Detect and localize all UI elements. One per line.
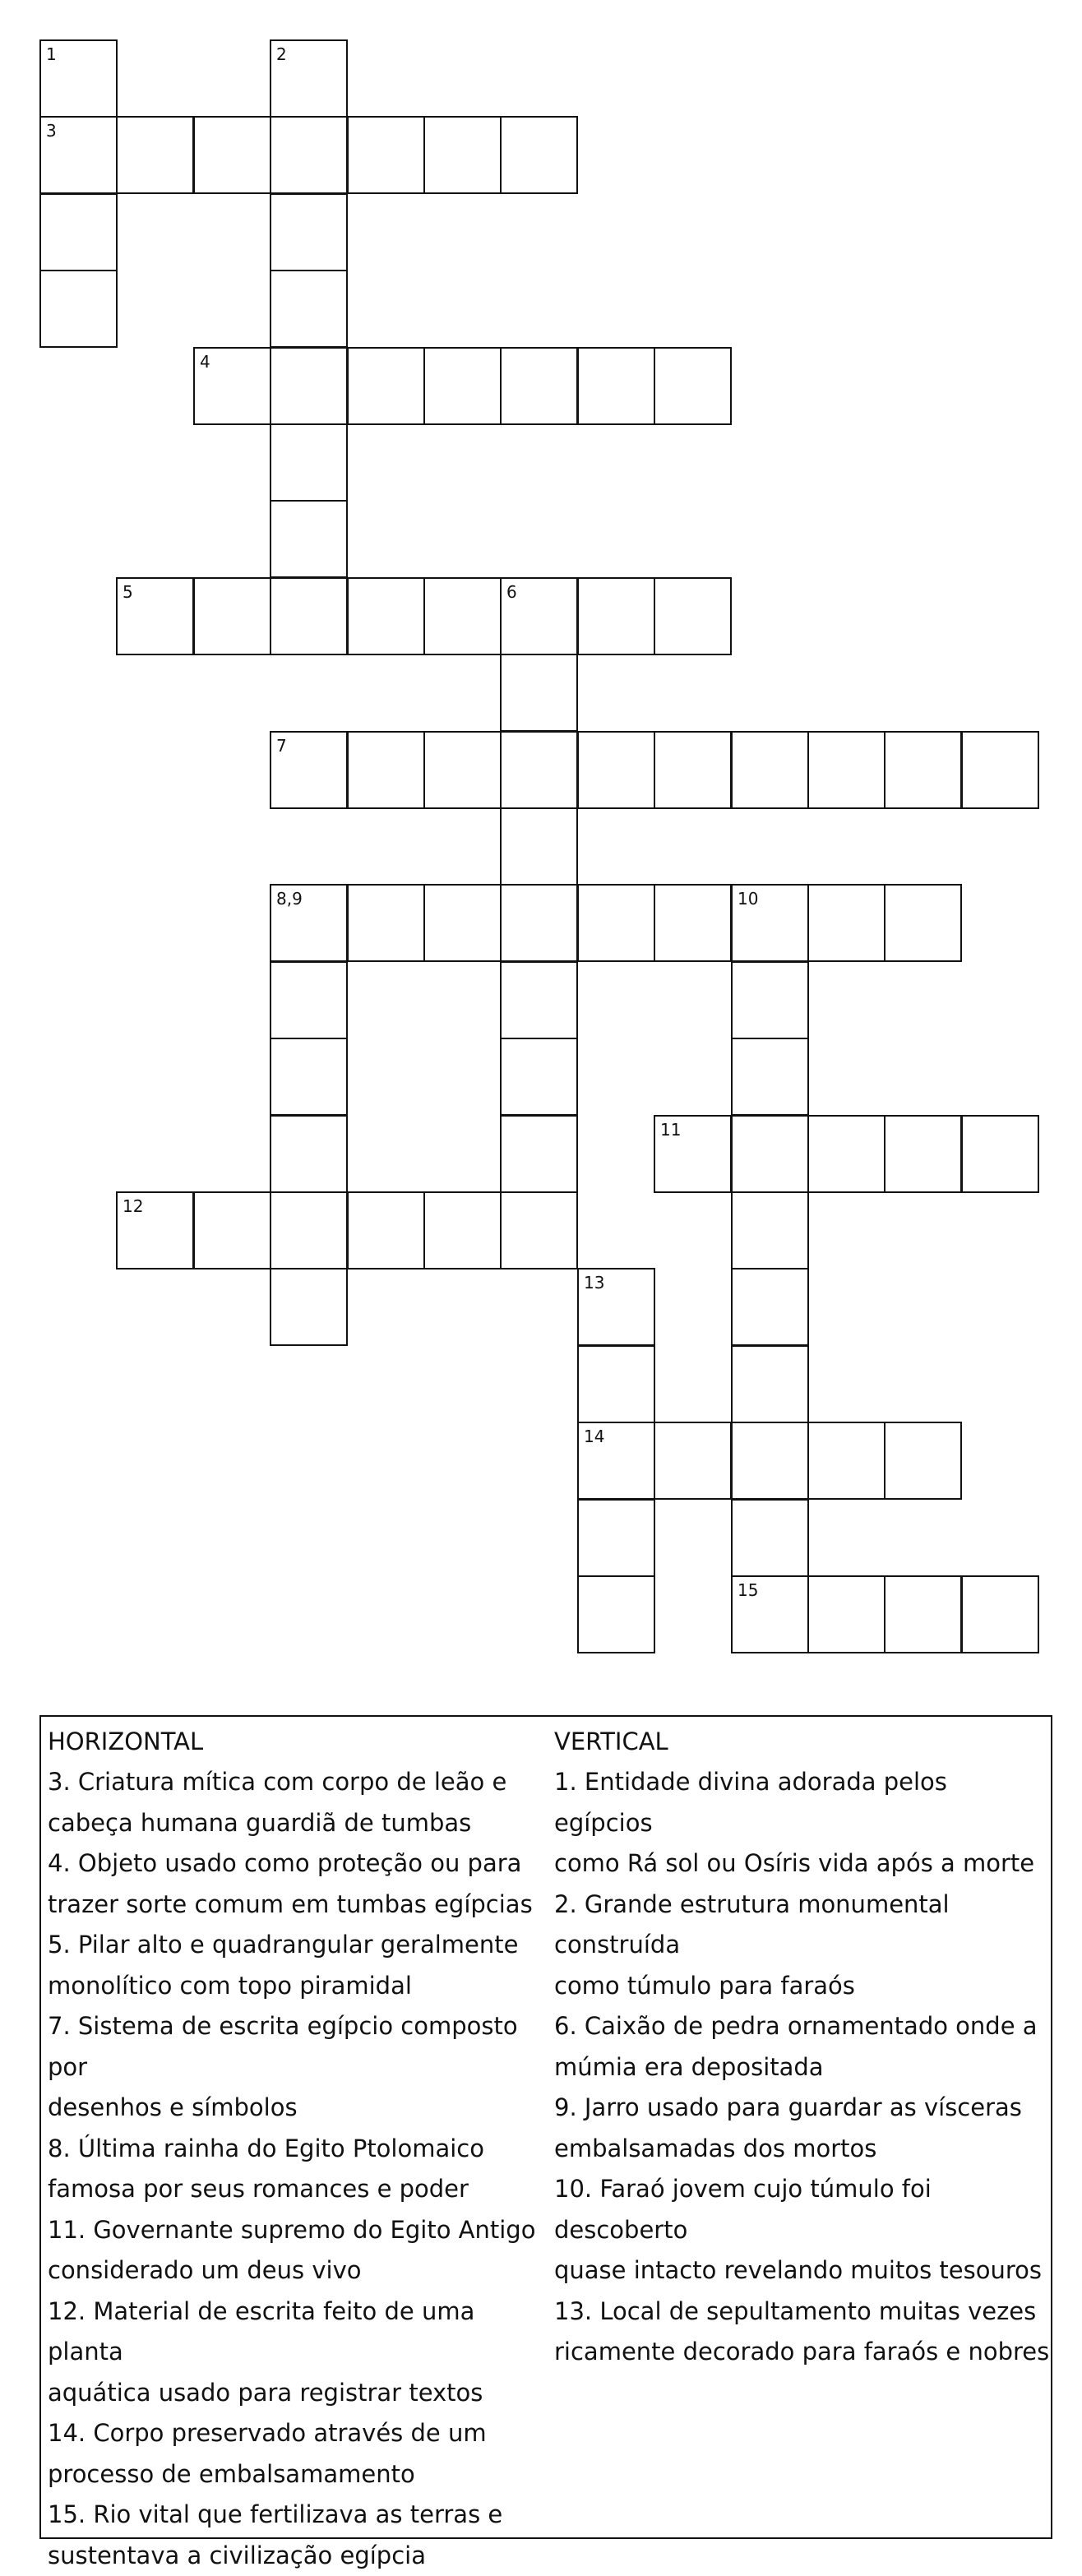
clue-line: ricamente decorado para faraós e nobres	[554, 2332, 1052, 2373]
crossword-cell[interactable]	[577, 884, 655, 962]
crossword-cell[interactable]	[347, 1191, 425, 1270]
crossword-cell[interactable]	[731, 961, 809, 1039]
crossword-cell[interactable]	[961, 731, 1039, 809]
crossword-cell[interactable]	[731, 1499, 809, 1577]
crossword-cell[interactable]	[884, 884, 962, 962]
crossword-cell[interactable]	[807, 731, 885, 809]
clue-number: 4	[200, 354, 210, 370]
clue-line: processo de embalsamamento	[48, 2454, 541, 2495]
crossword-cell[interactable]	[270, 116, 348, 194]
horizontal-clue	[48, 1843, 541, 1925]
crossword-cell[interactable]	[270, 577, 348, 655]
crossword-cell[interactable]	[423, 116, 502, 194]
crossword-cell[interactable]	[654, 1115, 732, 1193]
horizontal-clue	[48, 1762, 541, 1843]
horizontal-clue	[48, 2292, 541, 2414]
crossword-cell[interactable]	[193, 347, 271, 425]
crossword-cell[interactable]	[500, 1191, 578, 1270]
crossword-cell[interactable]	[500, 654, 578, 732]
crossword-cell[interactable]	[500, 577, 578, 655]
crossword-cell[interactable]	[731, 1268, 809, 1346]
clue-line: 8. Última rainha do Egito Ptolomaico	[48, 2129, 541, 2170]
clue-line: 9. Jarro usado para guardar as vísceras	[554, 2088, 1052, 2129]
crossword-cell[interactable]	[423, 1191, 502, 1270]
crossword-cell[interactable]	[500, 1115, 578, 1193]
clue-line: como Rá sol ou Osíris vida após a morte	[554, 1843, 1052, 1885]
crossword-cell[interactable]	[654, 577, 732, 655]
vertical-clue	[554, 1885, 1052, 2007]
clue-line: cabeça humana guardiã de tumbas	[48, 1803, 541, 1844]
crossword-cell[interactable]	[731, 884, 809, 962]
crossword-cell[interactable]	[731, 1191, 809, 1270]
crossword-cell[interactable]	[731, 1422, 809, 1500]
clue-line: como túmulo para faraós	[554, 1966, 1052, 2007]
clue-line: 4. Objeto usado como proteção ou para	[48, 1843, 541, 1885]
vertical-clue	[554, 2006, 1052, 2088]
crossword-cell[interactable]	[731, 1038, 809, 1116]
vertical-clue	[554, 2169, 1052, 2292]
clue-line: 7. Sistema de escrita egípcio composto por	[48, 2006, 541, 2088]
crossword-cell[interactable]	[731, 731, 809, 809]
crossword-cell[interactable]	[731, 1345, 809, 1423]
crossword-cell[interactable]	[654, 1422, 732, 1500]
crossword-cell[interactable]	[731, 1115, 809, 1193]
crossword-cell[interactable]	[116, 1191, 194, 1270]
crossword-cell[interactable]	[884, 1575, 962, 1653]
vertical-clue	[554, 1762, 1052, 1885]
crossword-cell[interactable]	[39, 116, 118, 194]
clue-line: sustentava a civilização egípcia	[48, 2536, 541, 2576]
horizontal-clue	[48, 1925, 541, 2006]
clue-line: monolítico com topo piramidal	[48, 1966, 541, 2007]
crossword-cell[interactable]	[807, 1422, 885, 1500]
horizontal-clue	[48, 2210, 541, 2292]
clue-line: 2. Grande estrutura monumental construída	[554, 1885, 1052, 1966]
crossword-cell[interactable]	[577, 1422, 655, 1500]
horizontal-clue	[48, 2006, 541, 2129]
crossword-cell[interactable]	[423, 884, 502, 962]
clue-number: 1	[46, 46, 57, 62]
vertical-clue-list	[554, 1762, 1052, 2373]
crossword-cell[interactable]	[270, 193, 348, 271]
vertical-clue	[554, 2088, 1052, 2169]
crossword-cell[interactable]	[577, 1268, 655, 1346]
crossword-cell[interactable]	[347, 347, 425, 425]
clue-number: 8,9	[276, 890, 303, 907]
crossword-cell[interactable]	[423, 577, 502, 655]
clue-number: 15	[738, 1582, 758, 1598]
crossword-cell[interactable]	[500, 807, 578, 886]
horizontal-heading: HORIZONTAL	[48, 1722, 541, 1762]
crossword-cell[interactable]	[577, 1575, 655, 1653]
clue-number: 11	[660, 1122, 681, 1138]
clue-line: famosa por seus romances e poder	[48, 2169, 541, 2210]
crossword-cell[interactable]	[961, 1575, 1039, 1653]
crossword-cell[interactable]	[347, 116, 425, 194]
crossword-cell[interactable]	[270, 39, 348, 118]
vertical-clue	[554, 2292, 1052, 2373]
crossword-cell[interactable]	[270, 884, 348, 962]
crossword-cell[interactable]	[807, 1575, 885, 1653]
clue-line: trazer sorte comum em tumbas egípcias	[48, 1885, 541, 1926]
crossword-cell[interactable]	[500, 1038, 578, 1116]
clue-number: 13	[584, 1274, 604, 1291]
crossword-cell[interactable]	[270, 1268, 348, 1346]
clue-line: 15. Rio vital que fertilizava as terras e	[48, 2495, 541, 2536]
clues-box	[39, 1715, 1052, 2539]
crossword-cell[interactable]	[39, 270, 118, 348]
horizontal-clues	[48, 1722, 541, 2576]
clue-number: 5	[123, 584, 133, 600]
horizontal-clue	[48, 2413, 541, 2495]
clue-line: 10. Faraó jovem cujo túmulo foi descoberto	[554, 2169, 1052, 2250]
clue-line: 12. Material de escrita feito de uma planta	[48, 2292, 541, 2373]
crossword-cell[interactable]	[654, 347, 732, 425]
crossword-cell[interactable]	[39, 193, 118, 271]
crossword-cell[interactable]	[654, 884, 732, 962]
clue-number: 2	[276, 46, 287, 62]
crossword-cell[interactable]	[577, 1345, 655, 1423]
crossword-cell[interactable]	[577, 577, 655, 655]
crossword-cell[interactable]	[347, 731, 425, 809]
crossword-cell[interactable]	[270, 500, 348, 578]
crossword-cell[interactable]	[423, 347, 502, 425]
crossword-cell[interactable]	[116, 577, 194, 655]
crossword-cell[interactable]	[116, 116, 194, 194]
crossword-cell[interactable]	[193, 1191, 271, 1270]
clue-line: desenhos e símbolos	[48, 2088, 541, 2129]
crossword-cell[interactable]	[347, 884, 425, 962]
crossword-cell[interactable]	[423, 731, 502, 809]
clue-line: considerado um deus vivo	[48, 2250, 541, 2292]
crossword-cell[interactable]	[500, 884, 578, 962]
crossword-cell[interactable]	[270, 347, 348, 425]
crossword-cell[interactable]	[500, 731, 578, 809]
vertical-clues	[554, 1722, 1052, 2373]
crossword-cell[interactable]	[884, 1422, 962, 1500]
horizontal-clue	[48, 2495, 541, 2576]
clue-line: 6. Caixão de pedra ornamentado onde a	[554, 2006, 1052, 2047]
crossword-cell[interactable]	[270, 270, 348, 348]
clue-line: 14. Corpo preservado através de um	[48, 2413, 541, 2454]
crossword-cell[interactable]	[654, 731, 732, 809]
horizontal-clue	[48, 2129, 541, 2210]
crossword-cell[interactable]	[193, 577, 271, 655]
clue-line: 3. Criatura mítica com corpo de leão e	[48, 1762, 541, 1803]
clue-line: 11. Governante supremo do Egito Antigo	[48, 2210, 541, 2251]
crossword-cell[interactable]	[884, 731, 962, 809]
clue-number: 12	[123, 1198, 143, 1214]
crossword-cell[interactable]	[270, 1115, 348, 1193]
crossword-cell[interactable]	[270, 731, 348, 809]
crossword-cell[interactable]	[500, 347, 578, 425]
clue-number: 10	[738, 890, 758, 907]
crossword-cell[interactable]	[807, 1115, 885, 1193]
horizontal-clue-list	[48, 1762, 541, 2576]
clue-line: 1. Entidade divina adorada pelos egípcios	[554, 1762, 1052, 1843]
crossword-cell[interactable]	[500, 116, 578, 194]
crossword-cell[interactable]	[577, 731, 655, 809]
clue-number: 14	[584, 1428, 604, 1445]
clue-number: 3	[46, 123, 57, 139]
crossword-cell[interactable]	[39, 39, 118, 118]
clue-line: 13. Local de sepultamento muitas vezes	[554, 2292, 1052, 2333]
crossword-cell[interactable]	[500, 961, 578, 1039]
crossword-cell[interactable]	[884, 1115, 962, 1193]
crossword-cell[interactable]	[270, 423, 348, 502]
crossword-cell[interactable]	[577, 1499, 655, 1577]
crossword-cell[interactable]	[731, 1575, 809, 1653]
clue-line: múmia era depositada	[554, 2047, 1052, 2088]
clue-number: 6	[506, 584, 517, 600]
crossword-cell[interactable]	[270, 1191, 348, 1270]
clue-line: 5. Pilar alto e quadrangular geralmente	[48, 1925, 541, 1966]
clue-line: quase intacto revelando muitos tesouros	[554, 2250, 1052, 2292]
crossword-cell[interactable]	[270, 1038, 348, 1116]
crossword-cell[interactable]	[807, 884, 885, 962]
clue-line: embalsamadas dos mortos	[554, 2129, 1052, 2170]
crossword-cell[interactable]	[347, 577, 425, 655]
crossword-cell[interactable]	[577, 347, 655, 425]
crossword-cell[interactable]	[961, 1115, 1039, 1193]
crossword-cell[interactable]	[193, 116, 271, 194]
clue-line: aquática usado para registrar textos	[48, 2373, 541, 2414]
clue-number: 7	[276, 738, 287, 754]
crossword-cell[interactable]	[270, 961, 348, 1039]
vertical-heading: VERTICAL	[554, 1722, 1052, 1762]
